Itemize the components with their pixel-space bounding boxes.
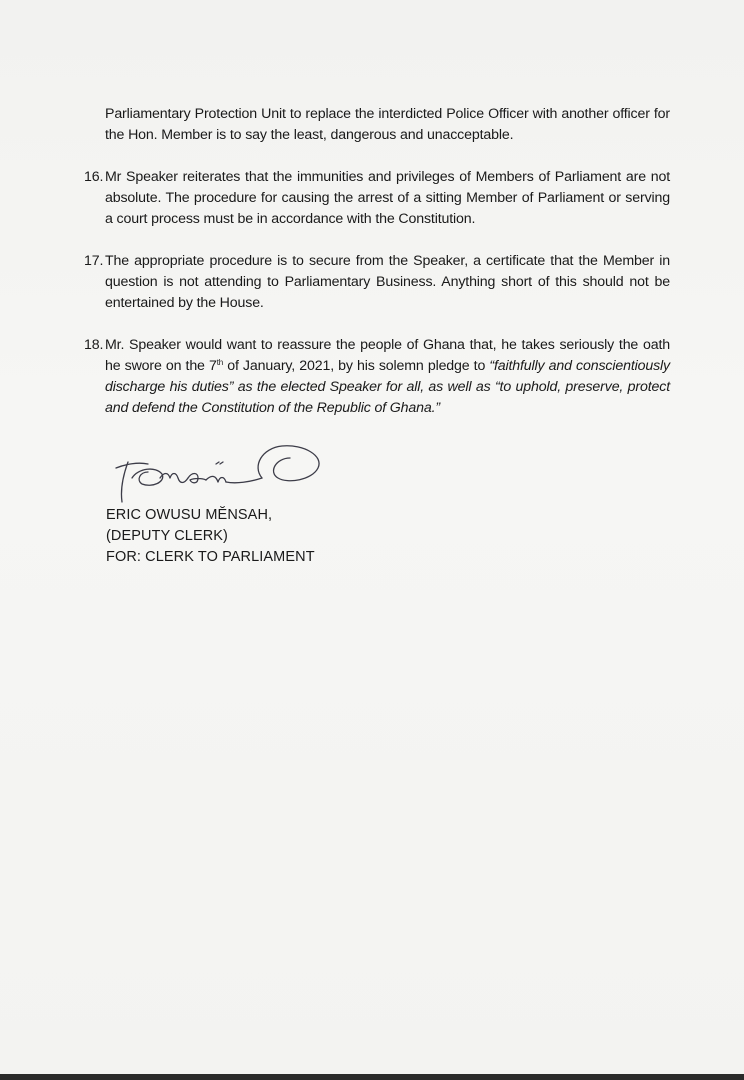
- signatory-role: FOR: CLERK TO PARLIAMENT: [106, 549, 315, 565]
- document-body: [84, 104, 670, 440]
- scan-bottom-edge: [0, 1074, 744, 1080]
- signatory-name: ERIC OWUSU MĔNSAH,: [106, 507, 273, 523]
- signatory-title: (DEPUTY CLERK): [106, 528, 228, 544]
- list-item: [84, 167, 670, 230]
- ordinal-suffix: th: [216, 358, 224, 367]
- item-text: [105, 335, 670, 419]
- list-item: [84, 335, 670, 419]
- item-number: 16.: [84, 169, 104, 185]
- item-text: The appropriate procedure is to secure from the Speaker, a certificate that the Member in question is not attending to Parliamentary Business. Anything short of this should not be entertained by the House.: [105, 253, 670, 311]
- signature-block: [106, 505, 315, 568]
- paragraph-continuation: Parliamentary Protection Unit to replace the interdicted Police Officer with another officer for the Hon. Member is to say the least, dangerous and unacceptable.: [105, 106, 670, 143]
- item-text: Mr Speaker reiterates that the immunities and privileges of Members of Parliament are not absolute. The procedure for causing the arrest of a sitting Member of Parliament or serving a court process must be in accordance with the Constitution.: [105, 169, 670, 227]
- quoted-pledge: “faithfully and conscientiously discharge his duties”: [105, 358, 670, 395]
- list-item: [84, 251, 670, 314]
- item-number: 17.: [84, 253, 104, 269]
- item-number: 18.: [84, 337, 104, 353]
- item-text-part: as the elected Speaker for all, as well as: [233, 379, 495, 395]
- item-text-part: Mr. Speaker would want to reassure the people of Ghana that, he takes seriously the oath he swore on the 7: [105, 337, 670, 374]
- item-text-part: of January, 2021, by his solemn pledge to: [223, 358, 490, 374]
- handwritten-signature: [112, 438, 328, 510]
- quoted-oath: “to uphold, preserve, protect and defend the Constitution of the Republic of Ghana.”: [105, 379, 670, 416]
